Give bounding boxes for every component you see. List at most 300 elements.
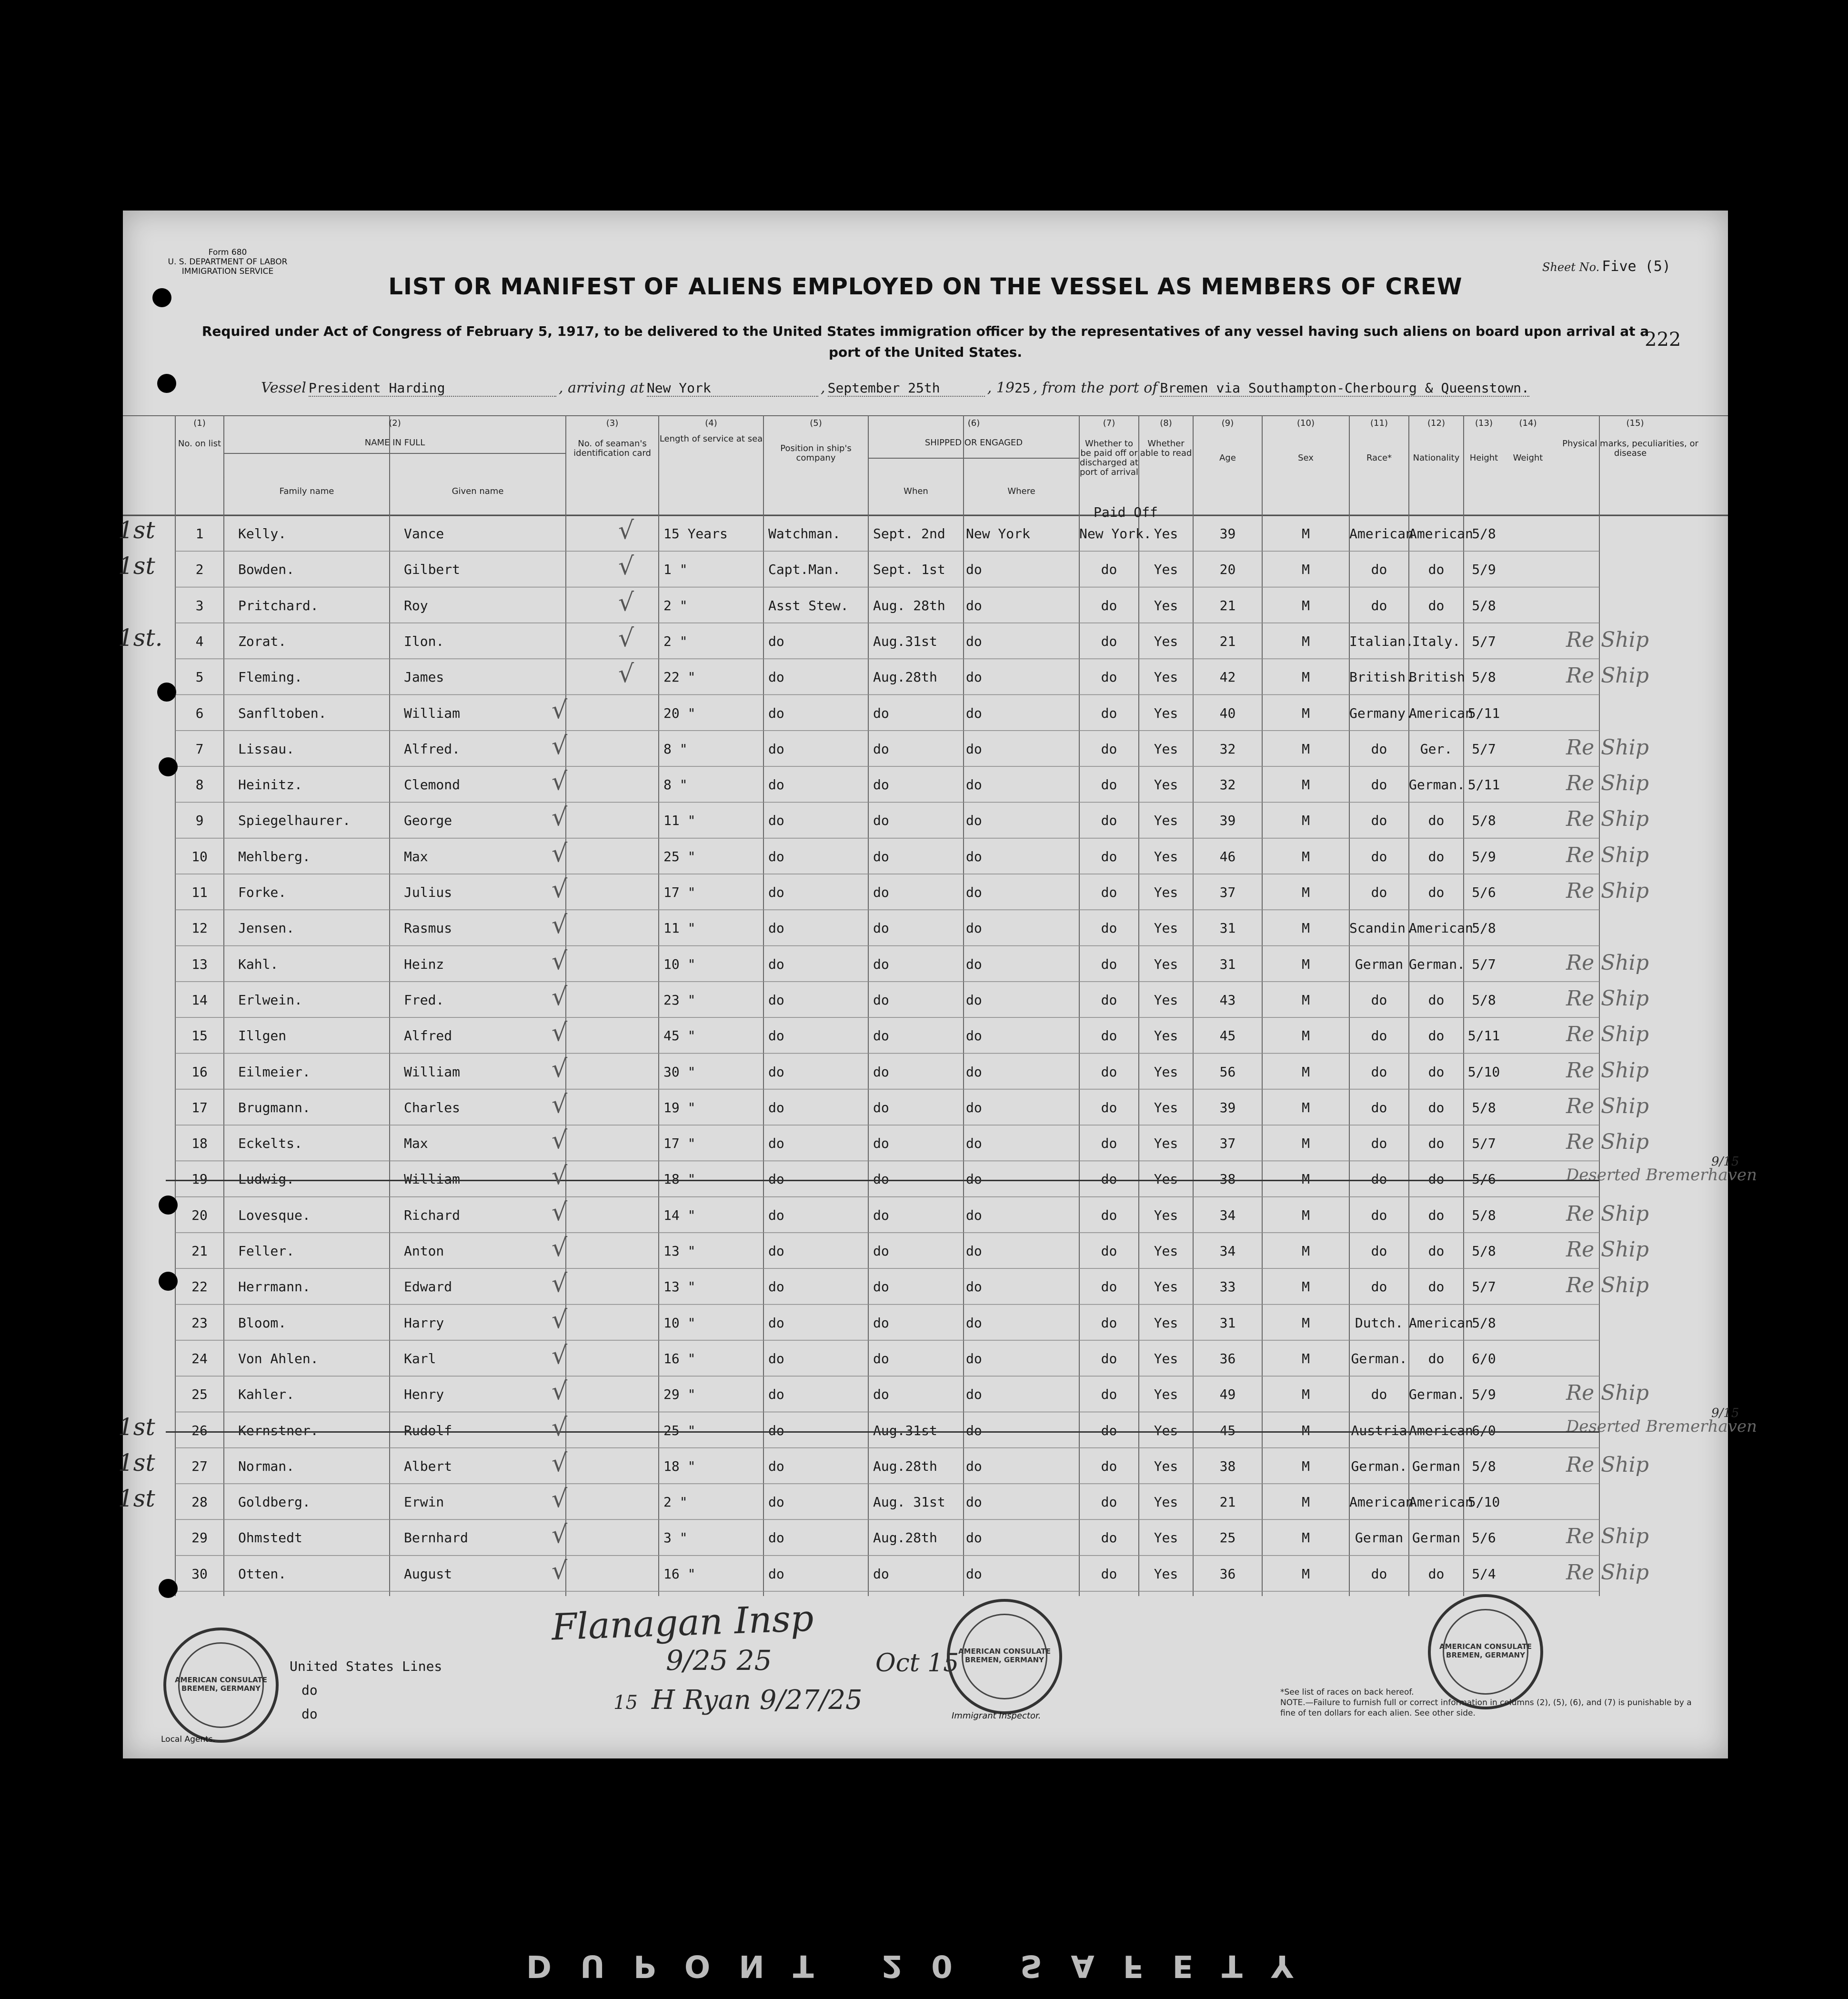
header-name-in-full: NAME IN FULL	[364, 438, 425, 448]
footer-notes	[1280, 1687, 1699, 1718]
cell-length: 8 "	[663, 777, 688, 793]
cell-where: do	[966, 992, 982, 1008]
remark-handwritten: Re Ship	[1566, 663, 1649, 688]
header-height: Height	[1469, 453, 1498, 463]
cell-nationality: American	[1409, 526, 1473, 542]
cell-age: 21	[1219, 1494, 1236, 1510]
cell-where: do	[966, 1135, 982, 1152]
paid-off-note: Paid Off	[1094, 504, 1158, 520]
check-mark-icon: √	[552, 1126, 568, 1155]
cell-height: 5/6	[1472, 1171, 1496, 1187]
column-number: (14)	[1519, 418, 1537, 428]
cell-given: August	[404, 1566, 452, 1582]
cell-where: do	[966, 884, 982, 900]
year-prefix: , 19	[987, 380, 1014, 396]
cell-where: do	[966, 705, 982, 721]
cell-height: 5/8	[1472, 1458, 1496, 1474]
cell-where: do	[966, 848, 982, 864]
cell-read: Yes	[1154, 1566, 1178, 1582]
cell-age: 43	[1219, 992, 1236, 1008]
cell-given: Albert	[404, 1458, 452, 1474]
cell-given: Heinz	[404, 956, 444, 972]
manifest-title: LIST OR MANIFEST OF ALIENS EMPLOYED ON THE VESSEL AS MEMBERS OF CREW	[388, 273, 1463, 300]
cell-given: Ilon.	[404, 633, 444, 649]
check-mark-icon: √	[552, 1377, 568, 1406]
cell-paid: do	[1101, 1458, 1117, 1474]
cell-read: Yes	[1154, 848, 1178, 864]
cell-where: do	[966, 1028, 982, 1044]
cell-no: 3	[195, 597, 204, 613]
cell-given: Karl	[404, 1350, 436, 1366]
cell-no: 4	[195, 633, 204, 649]
column-number: (8)	[1160, 418, 1172, 428]
cell-paid: do	[1101, 1315, 1117, 1331]
remark-handwritten: Re Ship	[1566, 1201, 1649, 1226]
cell-family: Kahl.	[238, 956, 279, 972]
cell-position: do	[768, 1207, 784, 1223]
sheet-number	[1542, 258, 1671, 275]
cell-position: do	[768, 633, 784, 649]
cell-when: do	[873, 1386, 889, 1403]
manifest-subtitle	[151, 321, 1699, 363]
cell-no: 27	[191, 1458, 208, 1474]
check-mark-icon: √	[618, 588, 634, 617]
cell-nationality: do	[1428, 1028, 1445, 1044]
cell-sex: M	[1302, 1171, 1310, 1187]
cell-when: do	[873, 920, 889, 936]
cell-no: 8	[195, 777, 204, 793]
cell-read: Yes	[1154, 741, 1178, 757]
cell-sex: M	[1302, 705, 1310, 721]
cell-when: do	[873, 1028, 889, 1044]
cell-length: 23 "	[663, 992, 696, 1008]
check-mark-icon: √	[552, 1197, 568, 1226]
cell-age: 36	[1219, 1566, 1236, 1582]
remark-handwritten: Re Ship	[1566, 986, 1649, 1011]
cell-height: 5/7	[1472, 741, 1496, 757]
cell-height: 5/8	[1472, 813, 1496, 829]
cell-given: Henry	[404, 1386, 444, 1403]
cell-race: do	[1371, 1171, 1387, 1187]
cell-no: 2	[195, 562, 204, 578]
consulate-seal-left: AMERICAN CONSULATE BREMEN, GERMANY	[163, 1627, 279, 1743]
header-able-read: Whether able to read	[1140, 439, 1192, 458]
cell-nationality: American	[1409, 1422, 1473, 1438]
punch-hole	[159, 1272, 178, 1291]
cell-race: German	[1355, 1530, 1404, 1546]
inspector-signature-1: Flanagan Insp	[551, 1597, 814, 1648]
cell-age: 46	[1219, 848, 1236, 864]
check-mark-icon: √	[552, 695, 568, 724]
cell-paid: do	[1101, 1350, 1117, 1366]
cell-height: 5/6	[1472, 1530, 1496, 1546]
cell-sex: M	[1302, 1386, 1310, 1403]
cell-position: do	[768, 1064, 784, 1080]
local-agents-label: Local Agents.	[161, 1735, 216, 1744]
cell-race: do	[1371, 848, 1387, 864]
check-mark-icon: √	[552, 1413, 568, 1442]
cell-given: Alfred.	[404, 741, 461, 757]
cell-paid: do	[1101, 1386, 1117, 1403]
header-sex: Sex	[1298, 453, 1314, 463]
cell-paid: do	[1101, 813, 1117, 829]
cell-when: do	[873, 777, 889, 793]
cell-position: do	[768, 1315, 784, 1331]
check-mark-icon: √	[552, 982, 568, 1011]
cell-when: do	[873, 1566, 889, 1582]
remark-handwritten: Re Ship	[1566, 1094, 1649, 1118]
check-mark-icon: √	[552, 911, 568, 940]
cell-position: do	[768, 1458, 784, 1474]
cell-family: Lissau.	[238, 741, 295, 757]
cell-position: do	[768, 1566, 784, 1582]
cell-sex: M	[1302, 1135, 1310, 1152]
cell-position: do	[768, 848, 784, 864]
column-number: (5)	[810, 418, 822, 428]
check-mark-icon: √	[552, 1234, 568, 1262]
cell-position: do	[768, 1099, 784, 1115]
cell-sex: M	[1302, 956, 1310, 972]
cell-age: 56	[1219, 1064, 1236, 1080]
remark-handwritten: Re Ship	[1566, 843, 1649, 867]
cell-given: James	[404, 669, 444, 685]
cell-no: 12	[191, 920, 208, 936]
cell-read: Yes	[1154, 920, 1178, 936]
cell-no: 23	[191, 1315, 208, 1331]
arrival-date: September 25th	[828, 380, 985, 397]
cell-height: 5/8	[1472, 1207, 1496, 1223]
header-race: Race*	[1366, 453, 1392, 463]
cell-nationality: Ger.	[1420, 741, 1453, 757]
cell-where: do	[966, 597, 982, 613]
cell-age: 32	[1219, 741, 1236, 757]
cell-age: 39	[1219, 526, 1236, 542]
form-department: U. S. DEPARTMENT OF LABOR	[168, 257, 288, 267]
remark-handwritten: Re Ship	[1566, 1058, 1649, 1083]
cell-no: 26	[191, 1422, 208, 1438]
cell-when: do	[873, 848, 889, 864]
cell-when: do	[873, 1350, 889, 1366]
cell-position: do	[768, 777, 784, 793]
cell-no: 5	[195, 669, 204, 685]
cell-position: do	[768, 1422, 784, 1438]
cell-given: William	[404, 1171, 461, 1187]
column-number: (6)	[967, 418, 980, 428]
cell-race: do	[1371, 1207, 1387, 1223]
cell-read: Yes	[1154, 1135, 1178, 1152]
arriving-label: , arriving at	[559, 380, 644, 396]
column-number: (15)	[1626, 418, 1644, 428]
cell-family: Illgen	[238, 1028, 287, 1044]
cell-when: Aug. 31st	[873, 1494, 945, 1510]
cell-nationality: do	[1428, 562, 1445, 578]
subtitle-line-2: port of the United States.	[829, 344, 1022, 360]
cell-given: Vance	[404, 526, 444, 542]
cell-sex: M	[1302, 597, 1310, 613]
cell-no: 18	[191, 1135, 208, 1152]
arrival-year: 25	[1014, 380, 1031, 396]
cell-read: Yes	[1154, 1099, 1178, 1115]
cell-when: Sept. 2nd	[873, 526, 945, 542]
cell-height: 5/8	[1472, 1243, 1496, 1259]
cell-race: Scandin.	[1349, 920, 1414, 936]
cell-given: Alfred	[404, 1028, 452, 1044]
header-position: Position in ship's company	[780, 443, 852, 463]
cell-sex: M	[1302, 1494, 1310, 1510]
cell-length: 10 "	[663, 1315, 696, 1331]
cell-when: Aug.28th	[873, 1530, 937, 1546]
cell-race: do	[1371, 1279, 1387, 1295]
cell-length: 45 "	[663, 1028, 696, 1044]
cell-race: do	[1371, 813, 1387, 829]
cell-family: Lovesque.	[238, 1207, 311, 1223]
cell-family: Herrmann.	[238, 1279, 311, 1295]
cell-height: 5/11	[1467, 777, 1500, 793]
cell-nationality: do	[1428, 884, 1445, 900]
check-mark-icon: √	[552, 1485, 568, 1514]
cell-read: Yes	[1154, 1422, 1178, 1438]
cell-no: 7	[195, 741, 204, 757]
cell-when: do	[873, 1315, 889, 1331]
cell-given: Clemond	[404, 777, 461, 793]
punch-hole	[159, 1195, 178, 1215]
cell-family: Norman.	[238, 1458, 295, 1474]
vessel-label: Vessel	[261, 380, 306, 396]
header-seaman-card: No. of seaman's identification card	[573, 439, 651, 458]
column-number: (3)	[606, 418, 619, 428]
punch-hole	[157, 683, 176, 702]
check-mark-icon: √	[552, 946, 568, 975]
cell-family: Bowden.	[238, 562, 295, 578]
cell-nationality: American	[1409, 705, 1473, 721]
cell-family: Bloom.	[238, 1315, 287, 1331]
cell-read: Yes	[1154, 1064, 1178, 1080]
cell-age: 37	[1219, 1135, 1236, 1152]
cell-paid: New York.	[1079, 526, 1152, 542]
cell-position: do	[768, 813, 784, 829]
remark-handwritten: Re Ship	[1566, 1560, 1649, 1585]
cell-sex: M	[1302, 1279, 1310, 1295]
cell-length: 14 "	[663, 1207, 696, 1223]
signature-1-date: 9/25 25	[666, 1644, 772, 1677]
cell-position: do	[768, 1279, 784, 1295]
cell-nationality: do	[1428, 1279, 1445, 1295]
cell-height: 5/8	[1472, 1099, 1496, 1115]
cell-given: Gilbert	[404, 562, 461, 578]
cell-position: Asst Stew.	[768, 597, 849, 613]
cell-no: 17	[191, 1099, 208, 1115]
cell-no: 30	[191, 1566, 208, 1582]
cell-nationality: do	[1428, 597, 1445, 613]
fine-note: NOTE.—Failure to furnish full or correct information in columns (2), (5), (6), and (7) is punishable by a fine of ten dollars for each alien. See other side.	[1280, 1698, 1692, 1718]
cell-no: 15	[191, 1028, 208, 1044]
cell-race: Austria	[1351, 1422, 1407, 1438]
cell-read: Yes	[1154, 884, 1178, 900]
cell-given: Charles	[404, 1099, 461, 1115]
cell-family: Mehlberg.	[238, 848, 311, 864]
cell-read: Yes	[1154, 1171, 1178, 1187]
cell-height: 5/11	[1467, 705, 1500, 721]
signature-2-prefix: 15	[613, 1692, 638, 1714]
column-number: (4)	[705, 418, 717, 428]
cell-read: Yes	[1154, 597, 1178, 613]
table-header	[123, 415, 1728, 515]
cell-age: 33	[1219, 1279, 1236, 1295]
subtitle-line-1: Required under Act of Congress of February 5, 1917, to be delivered to the United States immigration officer by the representatives of any vessel having such aliens on board upon arrival at a	[201, 323, 1649, 339]
header-where: Where	[1007, 486, 1035, 496]
cell-length: 16 "	[663, 1566, 696, 1582]
cell-race: American	[1349, 526, 1414, 542]
cell-no: 9	[195, 813, 204, 829]
cell-family: Erlwein.	[238, 992, 302, 1008]
cell-read: Yes	[1154, 1494, 1178, 1510]
cell-age: 31	[1219, 956, 1236, 972]
cell-read: Yes	[1154, 1279, 1178, 1295]
cell-height: 5/7	[1472, 1279, 1496, 1295]
cell-no: 14	[191, 992, 208, 1008]
cell-no: 1	[195, 526, 204, 542]
cell-no: 16	[191, 1064, 208, 1080]
cell-nationality: German.	[1409, 956, 1466, 972]
remark-handwritten: Re Ship	[1566, 1452, 1649, 1477]
cell-length: 13 "	[663, 1243, 696, 1259]
cell-family: Spiegelhaurer.	[238, 813, 351, 829]
cell-family: Ohmstedt	[238, 1530, 302, 1546]
cell-where: do	[966, 562, 982, 578]
cell-given: Rasmus	[404, 920, 452, 936]
cell-where: do	[966, 1207, 982, 1223]
cell-read: Yes	[1154, 1530, 1178, 1546]
cell-height: 5/8	[1472, 526, 1496, 542]
cell-read: Yes	[1154, 1243, 1178, 1259]
cell-race: do	[1371, 1566, 1387, 1582]
cell-when: do	[873, 1243, 889, 1259]
cell-length: 2 "	[663, 1494, 688, 1510]
cell-nationality: do	[1428, 1243, 1445, 1259]
cell-position: do	[768, 1135, 784, 1152]
check-mark-icon: √	[618, 552, 634, 581]
cell-paid: do	[1101, 1530, 1117, 1546]
cell-family: Otten.	[238, 1566, 287, 1582]
manifest-sheet	[118, 211, 1757, 1758]
cell-height: 6/0	[1472, 1422, 1496, 1438]
cell-paid: do	[1101, 633, 1117, 649]
cell-nationality: do	[1428, 1171, 1445, 1187]
cell-paid: do	[1101, 1566, 1117, 1582]
cell-length: 1 "	[663, 562, 688, 578]
cell-where: do	[966, 669, 982, 685]
agent-line-2: do	[301, 1682, 318, 1698]
header-paid-off: Whether to be paid off or discharged at port of arrival	[1080, 439, 1138, 477]
cell-height: 5/7	[1472, 956, 1496, 972]
cell-length: 30 "	[663, 1064, 696, 1080]
cell-race: do	[1371, 884, 1387, 900]
cell-paid: do	[1101, 956, 1117, 972]
cell-family: Goldberg.	[238, 1494, 311, 1510]
cell-sex: M	[1302, 1207, 1310, 1223]
cell-when: Aug. 28th	[873, 597, 945, 613]
cell-age: 32	[1219, 777, 1236, 793]
cell-read: Yes	[1154, 813, 1178, 829]
cell-sex: M	[1302, 992, 1310, 1008]
cell-position: do	[768, 884, 784, 900]
cell-given: Roy	[404, 597, 428, 613]
cell-race: do	[1371, 1386, 1387, 1403]
cell-length: 22 "	[663, 669, 696, 685]
cell-when: Aug.31st	[873, 1422, 937, 1438]
form-number: Form 680	[208, 248, 247, 257]
cell-when: do	[873, 1099, 889, 1115]
cell-height: 5/7	[1472, 633, 1496, 649]
cell-no: 6	[195, 705, 204, 721]
cell-given: William	[404, 705, 461, 721]
cell-family: Kernstner.	[238, 1422, 319, 1438]
cell-where: do	[966, 920, 982, 936]
cell-age: 21	[1219, 633, 1236, 649]
cell-paid: do	[1101, 777, 1117, 793]
cell-length: 3 "	[663, 1530, 688, 1546]
cell-sex: M	[1302, 1566, 1310, 1582]
cell-length: 25 "	[663, 848, 696, 864]
cell-when: do	[873, 1279, 889, 1295]
agent-line-1: United States Lines	[290, 1658, 442, 1674]
cell-length: 19 "	[663, 1099, 696, 1115]
header-given-name: Given name	[452, 486, 504, 496]
cell-family: Jensen.	[238, 920, 295, 936]
column-number: (7)	[1103, 418, 1115, 428]
cell-paid: do	[1101, 669, 1117, 685]
cell-nationality: German	[1412, 1530, 1461, 1546]
cell-paid: do	[1101, 1207, 1117, 1223]
deserted-date: 9/15	[1711, 1155, 1739, 1169]
races-note: *See list of races on back hereof.	[1280, 1688, 1414, 1697]
cell-race: German	[1355, 956, 1404, 972]
film-strip-edge-text: DUPONT 20 SAFETY	[526, 1948, 1322, 1983]
column-number: (1)	[193, 418, 206, 428]
cell-paid: do	[1101, 1064, 1117, 1080]
cell-read: Yes	[1154, 526, 1178, 542]
cell-age: 42	[1219, 669, 1236, 685]
cell-position: do	[768, 1243, 784, 1259]
cell-position: do	[768, 705, 784, 721]
cell-height: 5/10	[1467, 1494, 1500, 1510]
check-mark-icon: √	[552, 1018, 568, 1047]
cell-age: 25	[1219, 1530, 1236, 1546]
cell-family: Ludwig.	[238, 1171, 295, 1187]
cell-when: do	[873, 1064, 889, 1080]
header-shipped-engaged: SHIPPED OR ENGAGED	[924, 438, 1023, 448]
cell-nationality: American	[1409, 1494, 1473, 1510]
check-mark-icon: √	[552, 875, 568, 904]
cell-length: 11 "	[663, 920, 696, 936]
cell-given: Fred.	[404, 992, 444, 1008]
cell-race: German.	[1351, 1350, 1407, 1366]
cell-paid: do	[1101, 884, 1117, 900]
check-mark-icon: √	[552, 1054, 568, 1083]
cell-given: Richard	[404, 1207, 461, 1223]
cell-race: do	[1371, 1135, 1387, 1152]
cell-given: Max	[404, 848, 428, 864]
cell-family: Forke.	[238, 884, 287, 900]
check-mark-icon: √	[552, 767, 568, 796]
check-mark-icon: √	[552, 1269, 568, 1298]
cell-when: do	[873, 992, 889, 1008]
remark-handwritten: Re Ship	[1566, 1381, 1649, 1406]
cell-nationality: British	[1409, 669, 1466, 685]
cell-read: Yes	[1154, 992, 1178, 1008]
cell-nationality: do	[1428, 1099, 1445, 1115]
cell-given: Anton	[404, 1243, 444, 1259]
